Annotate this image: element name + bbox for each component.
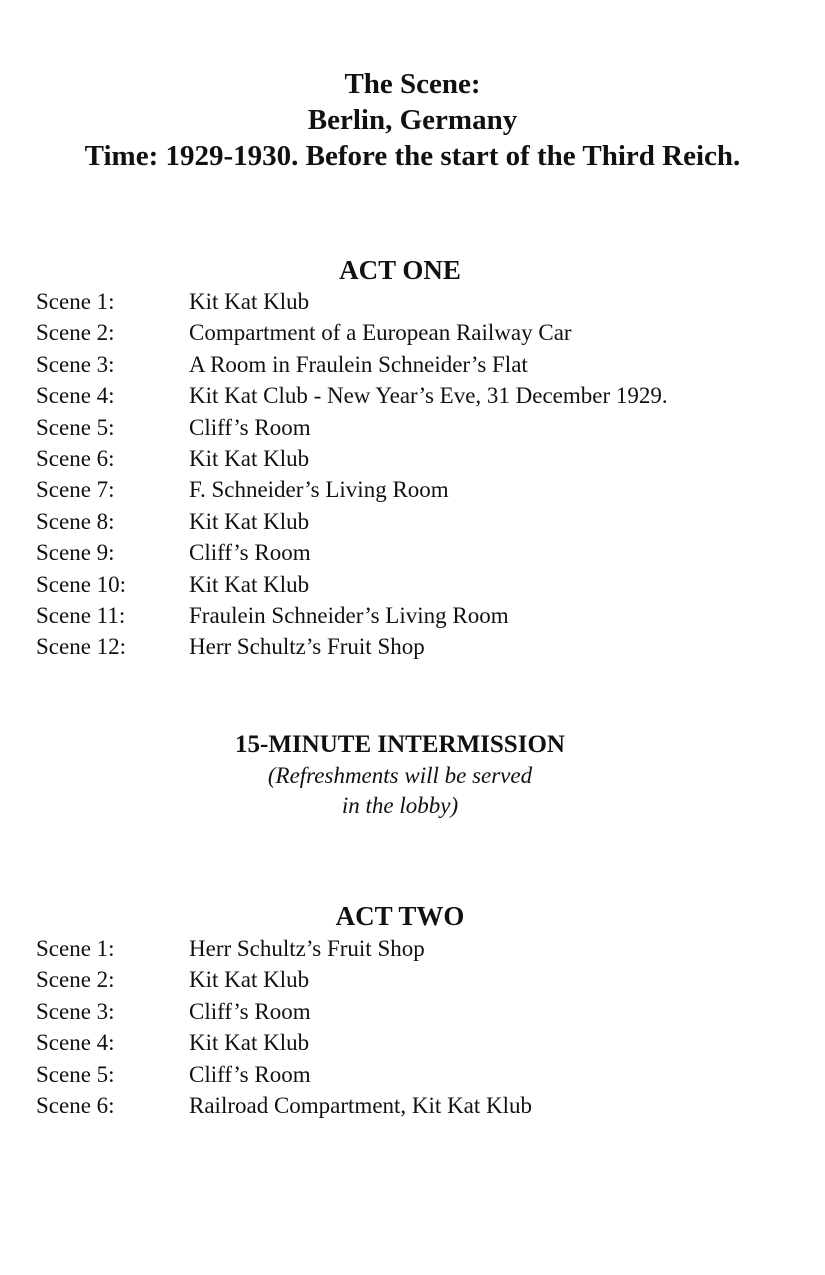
intermission-note-line1: (Refreshments will be served — [267, 763, 533, 788]
scene-number: Scene 2: — [36, 320, 115, 346]
scene-location: Kit Kat Klub — [189, 446, 310, 472]
scene-number: Scene 1: — [36, 936, 115, 961]
scene-row — [36, 317, 796, 348]
scene-row — [36, 380, 796, 411]
scene-number: Scene 3: — [36, 998, 115, 1024]
act-one-title: ACT ONE — [339, 255, 461, 285]
scene-number: Scene 5: — [36, 1061, 115, 1087]
setting-header — [0, 66, 825, 174]
scene-number: Scene 7: — [36, 477, 115, 503]
scene-number: Scene 10: — [36, 571, 127, 597]
scene-number: Scene 5: — [36, 414, 115, 440]
scene-row — [36, 964, 796, 995]
scene-row — [36, 349, 796, 380]
scene-row — [36, 1090, 796, 1121]
scene-row — [36, 996, 796, 1027]
scene-number: Scene 11: — [36, 603, 126, 629]
scene-row — [36, 1027, 796, 1058]
scene-location: Cliff’s Room — [189, 998, 311, 1024]
scene-location: Cliff’s Room — [189, 540, 311, 566]
scene-row — [36, 933, 796, 964]
scene-row — [36, 286, 796, 317]
intermission-title: 15-MINUTE INTERMISSION — [235, 731, 565, 758]
scene-row — [36, 412, 796, 443]
act-one-scene-list — [36, 286, 796, 663]
scene-row — [36, 474, 796, 505]
scene-location: Kit Kat Klub — [189, 1030, 310, 1056]
scene-row — [36, 600, 796, 631]
scene-location: F. Schneider’s Living Room — [189, 477, 449, 503]
scene-location: A Room in Fraulein Schneider’s Flat — [189, 351, 528, 377]
scene-number: Scene 6: — [36, 1093, 115, 1119]
scene-location: Fraulein Schneider’s Living Room — [189, 603, 509, 629]
intermission-note-line2: in the lobby) — [341, 793, 459, 818]
scene-location: Herr Schultz’s Fruit Shop — [189, 936, 425, 961]
scene-location: Kit Kat Club - New Year’s Eve, 31 December 1929. — [189, 383, 668, 409]
scene-number: Scene 6: — [36, 446, 115, 472]
scene-number: Scene 2: — [36, 967, 115, 993]
scene-row — [36, 569, 796, 600]
scene-location: Compartment of a European Railway Car — [189, 320, 572, 346]
scene-location: Railroad Compartment, Kit Kat Klub — [189, 1093, 533, 1119]
scene-number: Scene 8: — [36, 508, 115, 534]
scene-number: Scene 3: — [36, 351, 115, 377]
scene-number: Scene 4: — [36, 1030, 115, 1056]
act-two-scene-list — [36, 933, 796, 1121]
scene-number: Scene 1: — [36, 289, 115, 314]
scene-row — [36, 537, 796, 568]
scene-location: Herr Schultz’s Fruit Shop — [189, 634, 425, 660]
scene-row — [36, 443, 796, 474]
scene-location: Kit Kat Klub — [189, 967, 310, 993]
scene-row — [36, 506, 796, 537]
scene-number: Scene 9: — [36, 540, 115, 566]
scene-location: Kit Kat Klub — [189, 571, 310, 597]
intermission-block — [0, 729, 800, 821]
scene-location: Kit Kat Klub — [189, 508, 310, 534]
scene-number: Scene 4: — [36, 383, 115, 409]
time-heading: Time: 1929-1930. Before the start of the Third Reich. — [84, 140, 741, 172]
scene-row — [36, 631, 796, 662]
scene-location: Kit Kat Klub — [189, 289, 310, 314]
scene-row — [36, 1059, 796, 1090]
location-heading: Berlin, Germany — [307, 104, 518, 136]
scene-heading: The Scene: — [344, 68, 481, 100]
act-two-title: ACT TWO — [335, 901, 465, 931]
scene-location: Cliff’s Room — [189, 414, 311, 440]
scene-location: Cliff’s Room — [189, 1061, 311, 1087]
scene-number: Scene 12: — [36, 634, 127, 660]
